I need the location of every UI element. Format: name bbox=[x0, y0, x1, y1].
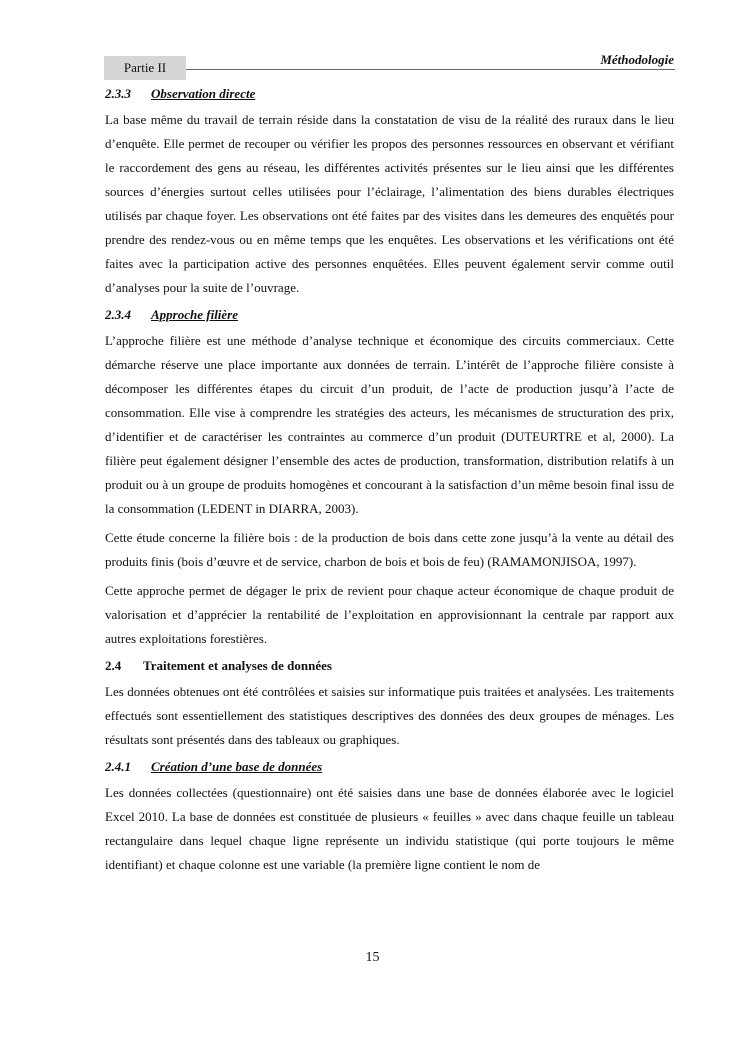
page-header bbox=[0, 0, 745, 82]
paragraph: Les données collectées (questionnaire) ont été saisies dans une base de données élaborée avec le logiciel Excel 2010. La base de données est constituée de plusieurs « feuilles » avec dans chaque feuille un tableau rectangulaire dans lequel chaque ligne représente un individu statistique (qui porte toujours le même identifiant) et chaque colonne est une variable (la première ligne contient le nom de bbox=[105, 785, 674, 872]
section-number: 2.4 bbox=[105, 658, 122, 673]
section-heading-2-4 bbox=[105, 656, 674, 676]
section-heading-2-4-1 bbox=[105, 757, 674, 777]
paragraph: L’approche filière est une méthode d’analyse technique et économique des circuits commerciaux. Cette démarche réserve une place importante aux données de terrain. L’intérêt de l’approche filière consiste à décomposer les différentes étapes du circuit d’un produit, de l’acte de production jusqu’à l’acte de consommation. Elle vise à comprendre les stratégies des acteurs, les mécanismes de structuration des prix, d’identifier et de caractériser les contraintes au commerce d’un produit (DUTEURTRE et al, 2000). La filière peut également désigner l’ensemble des actes de production, transformation, distribution relatifs à un produit ou à un groupe de produits homogènes et concourant à la satisfaction d’un même besoin final issu de la consommation (LEDENT in DIARRA, 2003). bbox=[105, 333, 674, 516]
section-title: Observation directe bbox=[151, 86, 256, 101]
section-title: Approche filière bbox=[151, 307, 239, 322]
section-number: 2.4.1 bbox=[105, 759, 131, 774]
chapter-title: Méthodologie bbox=[600, 52, 674, 67]
section-title: Traitement et analyses de données bbox=[143, 658, 332, 673]
document-body bbox=[105, 84, 674, 882]
part-label: Partie II bbox=[104, 56, 186, 80]
paragraph: Les données obtenues ont été contrôlées et saisies sur informatique puis traitées et analysées. Les traitements effectués sont essentiellement des statistiques descriptives des données des deux groupes de ménages. Les résultats sont présentés dans des tableaux ou graphiques. bbox=[105, 684, 674, 747]
section-heading-2-3-4 bbox=[105, 305, 674, 325]
section-title: Création d’une base de données bbox=[151, 759, 323, 774]
section-number: 2.3.4 bbox=[105, 307, 131, 322]
paragraph: Cette étude concerne la filière bois : de la production de bois dans cette zone jusqu’à la vente au détail des produits finis (bois d’œuvre et de service, charbon de bois et bois de feu) (RAMAMONJISOA, 1997). bbox=[105, 530, 674, 569]
paragraph: La base même du travail de terrain réside dans la constatation de visu de la réalité des ruraux dans le lieu d’enquête. Elle permet de recouper ou vérifier les propos des personnes ressources en observant et vérifiant le raccordement des gens au réseau, les différentes activités présentes sur le lieu ainsi que les différentes sources d’énergies surtout celles utilisées pour l’éclairage, l’alimentation des biens durables électriques utilisés par chaque foyer. Les observations ont été faites par des visites dans les demeures des enquêtés pour prendre des rendez-vous ou en même temps que les enquêtes. Les observations et les vérifications ont été faites avec la participation active des personnes enquêtées. Elles peuvent également servir comme outil d’analyses pour la suite de l’ouvrage. bbox=[105, 112, 674, 295]
page-number: 15 bbox=[365, 950, 380, 965]
paragraph: Cette approche permet de dégager le prix de revient pour chaque acteur économique de chaque produit de valorisation et d’apprécier la rentabilité de l’exploitation en approvisionnant la centrale par rapport aux autres exploitations forestières. bbox=[105, 583, 674, 646]
header-rule bbox=[186, 69, 675, 70]
section-heading-2-3-3 bbox=[105, 84, 674, 104]
section-number: 2.3.3 bbox=[105, 86, 131, 101]
